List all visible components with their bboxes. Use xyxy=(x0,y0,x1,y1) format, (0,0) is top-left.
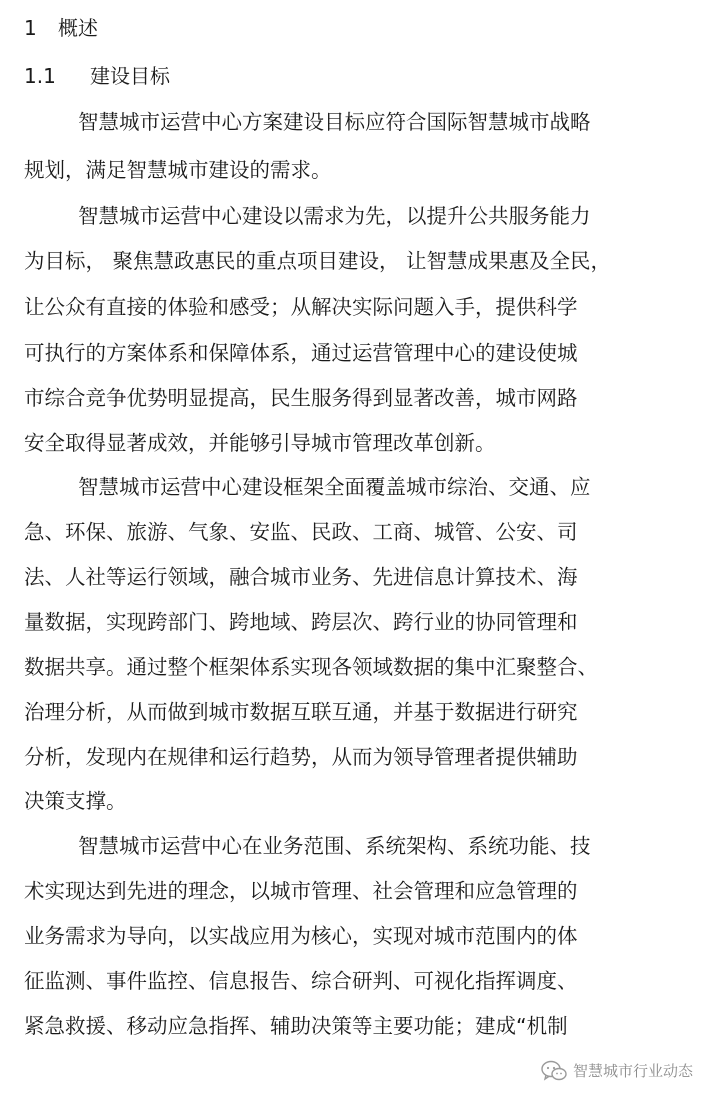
subsection-heading xyxy=(24,62,170,90)
text-line: 规划，满足智慧城市建设的需求。 xyxy=(24,158,332,182)
text-line: 量数据，实现跨部门、跨地域、跨层次、跨行业的协同管理和 xyxy=(24,610,578,634)
subsection-title: 建设目标 xyxy=(90,64,170,88)
section-title: 概述 xyxy=(58,16,98,40)
text-line: 让公众有直接的体验和感受；从解决实际问题入手，提供科学 xyxy=(24,295,578,319)
text-line: 紧急救援、移动应急指挥、辅助决策等主要功能；建成“机制 xyxy=(24,1014,568,1038)
text-line: 决策支撑。 xyxy=(24,789,127,813)
text-line: 为目标， 聚焦慧政惠民的重点项目建设， 让智慧成果惠及全民， xyxy=(24,249,612,273)
section-heading xyxy=(24,14,98,42)
text-line: 法、人社等运行领域，融合城市业务、先进信息计算技术、海 xyxy=(24,565,578,589)
subsection-number: 1.1 xyxy=(24,64,56,88)
section-number: 1 xyxy=(24,16,37,40)
text-line: 业务需求为导向，以实战应用为核心，实现对城市范围内的体 xyxy=(24,924,578,948)
text-line: 安全取得显著成效，并能够引导城市管理改革创新。 xyxy=(24,431,496,455)
text-line: 智慧城市运营中心在业务范围、系统架构、系统功能、技 xyxy=(78,834,591,858)
text-line: 智慧城市运营中心方案建设目标应符合国际智慧城市战略 xyxy=(78,110,591,134)
text-line: 治理分析，从而做到城市数据互联互通，并基于数据进行研究 xyxy=(24,700,578,724)
text-line: 征监测、事件监控、信息报告、综合研判、可视化指挥调度、 xyxy=(24,969,578,993)
text-line: 智慧城市运营中心建设框架全面覆盖城市综治、交通、应 xyxy=(78,475,591,499)
text-line: 分析，发现内在规律和运行趋势，从而为领导管理者提供辅助 xyxy=(24,745,578,769)
text-line: 可执行的方案体系和保障体系，通过运营管理中心的建设使城 xyxy=(24,341,578,365)
watermark xyxy=(541,1060,693,1082)
wechat-icon xyxy=(541,1060,567,1082)
text-line: 术实现达到先进的理念，以城市管理、社会管理和应急管理的 xyxy=(24,879,578,903)
text-line: 急、环保、旅游、气象、安监、民政、工商、城管、公安、司 xyxy=(24,520,578,544)
text-line: 数据共享。通过整个框架体系实现各领域数据的集中汇聚整合、 xyxy=(24,655,598,679)
text-line: 智慧城市运营中心建设以需求为先，以提升公共服务能力 xyxy=(78,204,591,228)
text-line: 市综合竞争优势明显提高，民生服务得到显著改善，城市网路 xyxy=(24,386,578,410)
watermark-text: 智慧城市行业动态 xyxy=(572,1062,693,1080)
